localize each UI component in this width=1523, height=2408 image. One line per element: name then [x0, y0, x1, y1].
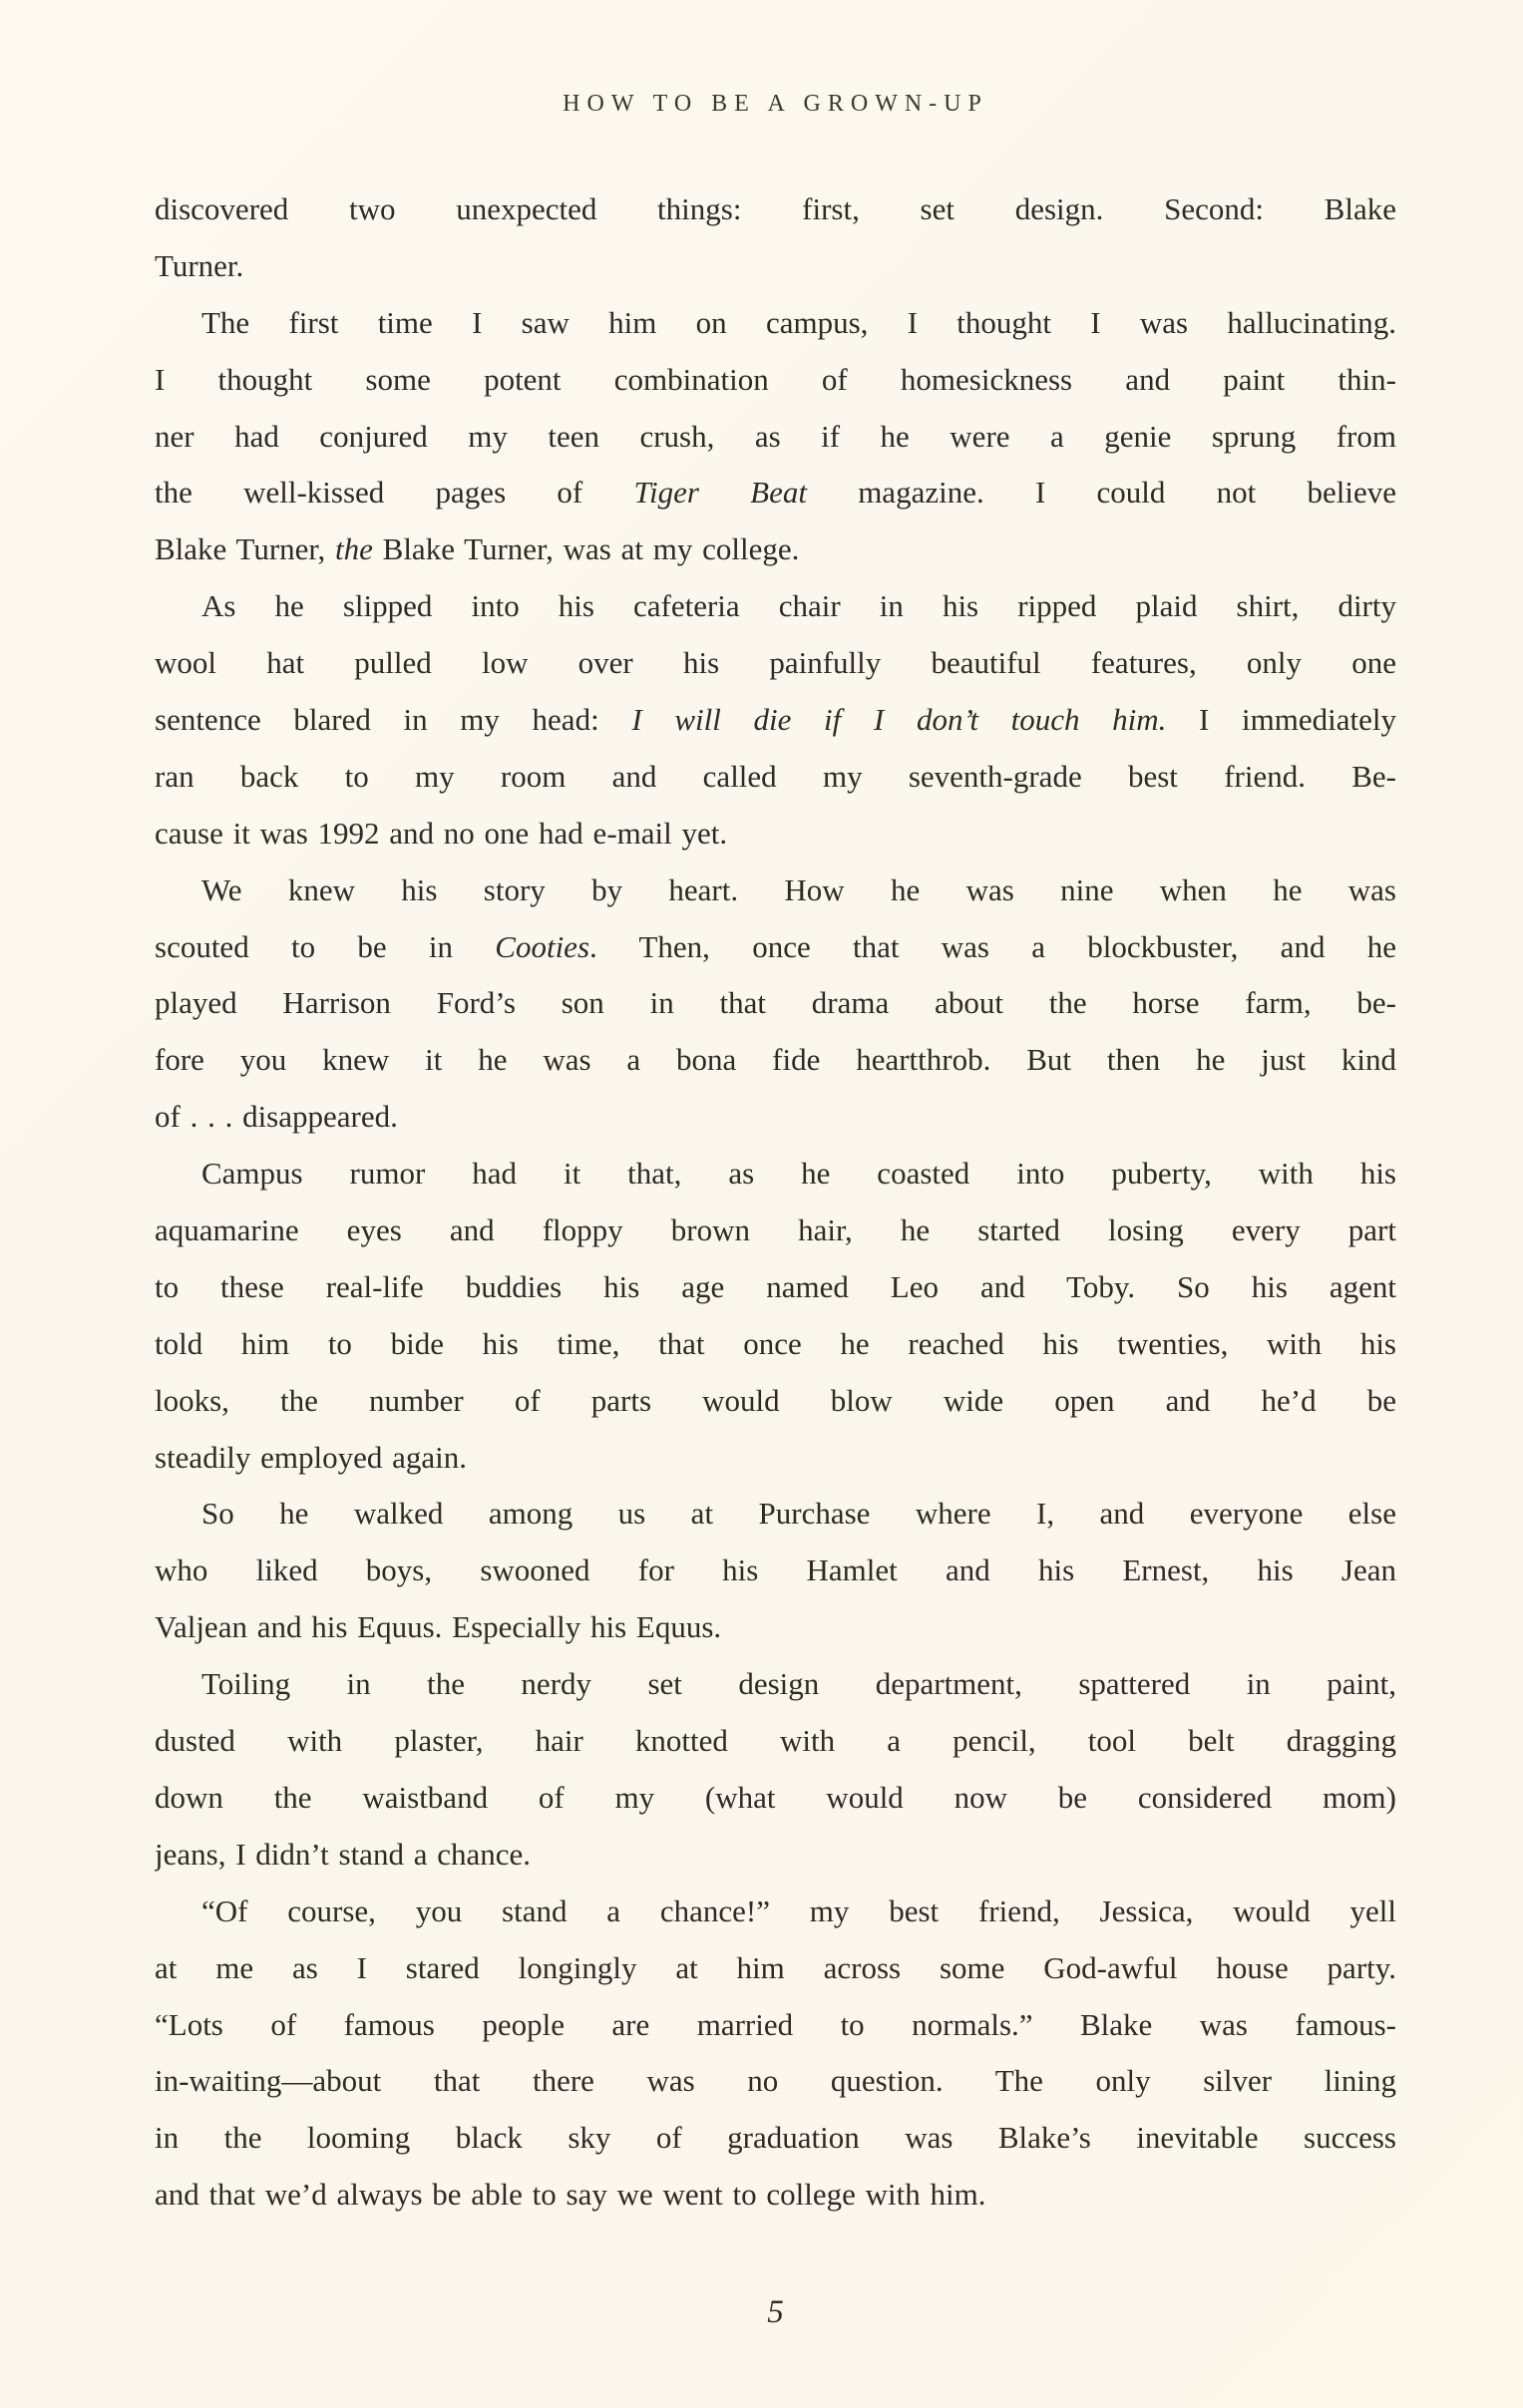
text-line [155, 2110, 1396, 2167]
text-line [155, 1713, 1396, 1770]
text-segment: the well-kissed pages of [155, 475, 634, 511]
text-line [155, 238, 1396, 295]
italic-text: I will die if I don’t touch him. [631, 702, 1167, 738]
text-segment: Toiling in the nerdy set design department, spattered in paint, [201, 1666, 1396, 1702]
text-segment: We knew his story by heart. How he was nine when he was [201, 871, 1396, 907]
text-line [155, 1656, 1396, 1713]
text-line [155, 1259, 1396, 1316]
text-segment: who liked boys, swooned for his Hamlet and his Ernest, his Jean [155, 1552, 1396, 1588]
text-segment: wool hat pulled low over his painfully beautiful features, only one [155, 645, 1396, 681]
text-line [155, 1599, 1396, 1656]
running-header: HOW TO BE A GROWN-UP [563, 91, 988, 117]
text-segment: fore you knew it he was a bona fide heartthrob. But then he just kind [155, 1042, 1396, 1078]
text-segment: looks, the number of parts would blow wide open and he’d be [155, 1382, 1396, 1418]
text-segment: ran back to my room and called my seventh-grade best friend. Be- [155, 758, 1396, 794]
text-line [155, 1032, 1396, 1089]
text-segment: The first time I saw him on campus, I thought I was hallucinating. [201, 304, 1396, 340]
text-line [155, 975, 1396, 1032]
text-line [155, 1486, 1396, 1543]
text-segment: sentence blared in my head: [155, 702, 632, 738]
text-segment: in the looming black sky of graduation was Blake’s inevitable success [155, 2120, 1396, 2156]
text-segment: scouted to be in [155, 928, 496, 964]
text-segment: aquamarine eyes and floppy brown hair, he started losing every part [155, 1212, 1396, 1248]
page-number: 5 [767, 2294, 784, 2330]
text-line [155, 635, 1396, 692]
text-line [155, 806, 1396, 862]
text-line [155, 352, 1396, 409]
text-line [155, 1543, 1396, 1599]
text-line [155, 578, 1396, 635]
text-segment: to these real-life buddies his age named Leo and Toby. So his agent [155, 1268, 1396, 1304]
text-segment: Blake Turner, [155, 531, 336, 567]
text-segment: So he walked among us at Purchase where I, and everyone else [201, 1496, 1396, 1532]
text-line [155, 1884, 1396, 1940]
text-segment: I thought some potent combination of homesickness and paint thin- [155, 361, 1396, 397]
text-line [155, 1430, 1396, 1487]
text-segment: Valjean and his Equus. Especially his Equus. [155, 1609, 722, 1645]
text-line [155, 1316, 1396, 1373]
italic-text: the [335, 531, 373, 567]
text-segment: I immediately [1166, 702, 1396, 738]
text-segment: . Then, once that was a blockbuster, and he [589, 928, 1396, 964]
text-line [155, 1203, 1396, 1259]
text-segment: of . . . disappeared. [155, 1099, 398, 1135]
text-line [155, 919, 1396, 976]
text-line [155, 692, 1396, 749]
text-line [155, 181, 1396, 238]
text-line [155, 1089, 1396, 1146]
text-segment: at me as I stared longingly at him across some God-awful house party. [155, 1949, 1396, 1985]
text-segment: ner had conjured my teen crush, as if he were a genie sprung from [155, 418, 1396, 454]
text-segment: in-waiting—about that there was no question. The only silver lining [155, 2063, 1396, 2099]
text-line [155, 521, 1396, 578]
text-line [155, 1770, 1396, 1827]
text-line [155, 409, 1396, 466]
text-segment: magazine. I could not believe [806, 475, 1396, 511]
text-line [155, 1940, 1396, 1997]
text-segment: told him to bide his time, that once he reached his twenties, with his [155, 1325, 1396, 1361]
text-segment: steadily employed again. [155, 1439, 468, 1475]
italic-text: Tiger Beat [633, 475, 807, 511]
text-segment: Blake Turner, was at my college. [372, 531, 800, 567]
text-segment: “Lots of famous people are married to normals.” Blake was famous- [155, 2006, 1396, 2042]
text-line [155, 2053, 1396, 2110]
text-segment: As he slipped into his cafeteria chair in his ripped plaid shirt, dirty [201, 588, 1396, 624]
text-line [155, 1997, 1396, 2054]
text-segment: dusted with plaster, hair knotted with a pencil, tool belt dragging [155, 1723, 1396, 1759]
text-segment: Campus rumor had it that, as he coasted into puberty, with his [201, 1156, 1396, 1192]
text-line [155, 295, 1396, 352]
text-segment: played Harrison Ford’s son in that drama about the horse farm, be- [155, 985, 1396, 1021]
text-line [155, 1146, 1396, 1203]
text-line [155, 465, 1396, 521]
italic-text: Cooties [495, 928, 590, 964]
text-line [155, 862, 1396, 919]
text-segment: “Of course, you stand a chance!” my best friend, Jessica, would yell [201, 1892, 1396, 1928]
text-line [155, 2167, 1396, 2224]
text-line [155, 1373, 1396, 1430]
text-segment: discovered two unexpected things: first, set design. Second: Blake [155, 191, 1396, 226]
text-segment: down the waistband of my (what would now be considered mom) [155, 1779, 1396, 1815]
text-segment: Turner. [155, 247, 244, 283]
text-line [155, 749, 1396, 806]
text-segment: and that we’d always be able to say we went to college with him. [155, 2177, 986, 2213]
text-line [155, 1827, 1396, 1884]
body-text [155, 181, 1396, 2224]
text-segment: cause it was 1992 and no one had e-mail yet. [155, 815, 728, 851]
text-segment: jeans, I didn’t stand a chance. [155, 1836, 531, 1872]
